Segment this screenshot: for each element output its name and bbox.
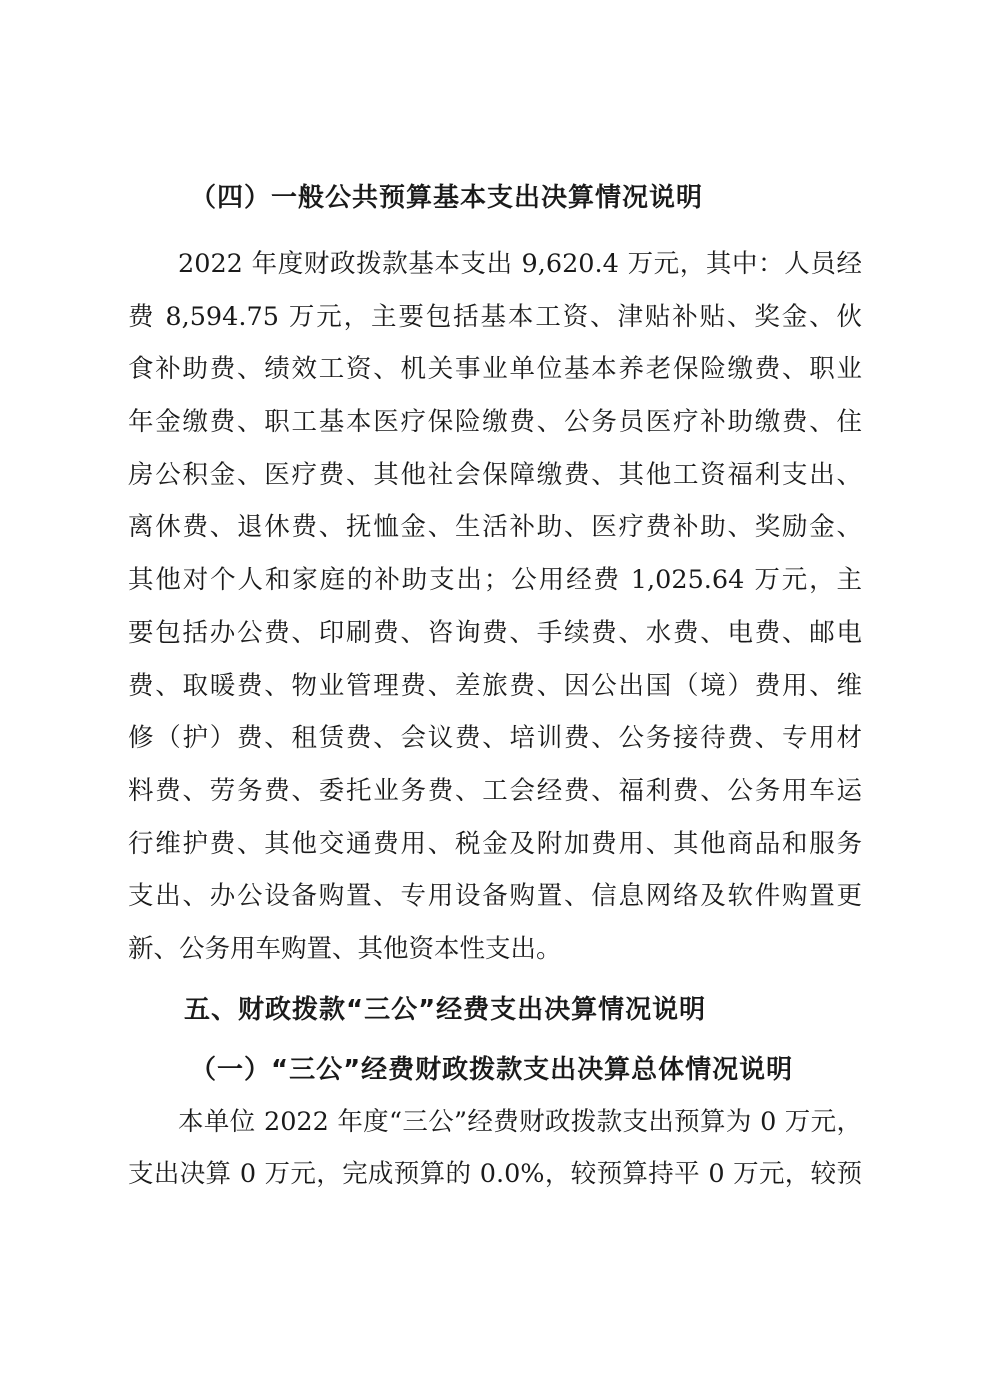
section-4-heading: （四）一般公共预算基本支出决算情况说明 — [190, 183, 704, 213]
paragraph-line: 2022 年度财政拨款基本支出 9,620.4 万元，其中：人员经 — [178, 249, 862, 279]
section-5-heading: 五、财政拨款“三公”经费支出决算情况说明 — [184, 994, 707, 1025]
paragraph-line: 行维护费、其他交通费用、税金及附加费用、其他商品和服务 — [128, 828, 862, 859]
paragraph-line: 修（护）费、租赁费、会议费、培训费、公务接待费、专用材 — [128, 723, 862, 754]
section-5-1-paragraph — [128, 1096, 862, 1201]
paragraph-line: 支出、办公设备购置、专用设备购置、信息网络及软件购置更 — [128, 881, 862, 912]
paragraph-line: 其他对个人和家庭的补助支出；公用经费 1,025.64 万元，主 — [128, 565, 862, 596]
paragraph-line: 年金缴费、职工基本医疗保险缴费、公务员医疗补助缴费、住 — [128, 407, 862, 438]
paragraph-line: 要包括办公费、印刷费、咨询费、手续费、水费、电费、邮电 — [128, 617, 862, 648]
paragraph-line: 新、公务用车购置、其他资本性支出。 — [128, 933, 562, 964]
paragraph-line: 费、取暖费、物业管理费、差旅费、因公出国（境）费用、维 — [128, 670, 862, 701]
paragraph-line: 本单位 2022 年度“三公”经费财政拨款支出预算为 0 万元， — [178, 1106, 862, 1137]
section-5-1-heading: （一）“三公”经费财政拨款支出决算总体情况说明 — [190, 1054, 794, 1085]
paragraph-line: 离休费、退休费、抚恤金、生活补助、医疗费补助、奖励金、 — [128, 512, 862, 543]
paragraph-line: 料费、劳务费、委托业务费、工会经费、福利费、公务用车运 — [128, 775, 862, 806]
section-4-paragraph — [128, 238, 862, 976]
paragraph-line: 房公积金、医疗费、其他社会保障缴费、其他工资福利支出、 — [128, 459, 862, 490]
paragraph-line: 支出决算 0 万元，完成预算的 0.0%，较预算持平 0 万元，较预 — [128, 1159, 862, 1190]
paragraph-line: 食补助费、绩效工资、机关事业单位基本养老保险缴费、职业 — [128, 354, 862, 385]
paragraph-line: 费 8,594.75 万元，主要包括基本工资、津贴补贴、奖金、伙 — [128, 301, 862, 332]
document-page — [128, 172, 862, 1201]
